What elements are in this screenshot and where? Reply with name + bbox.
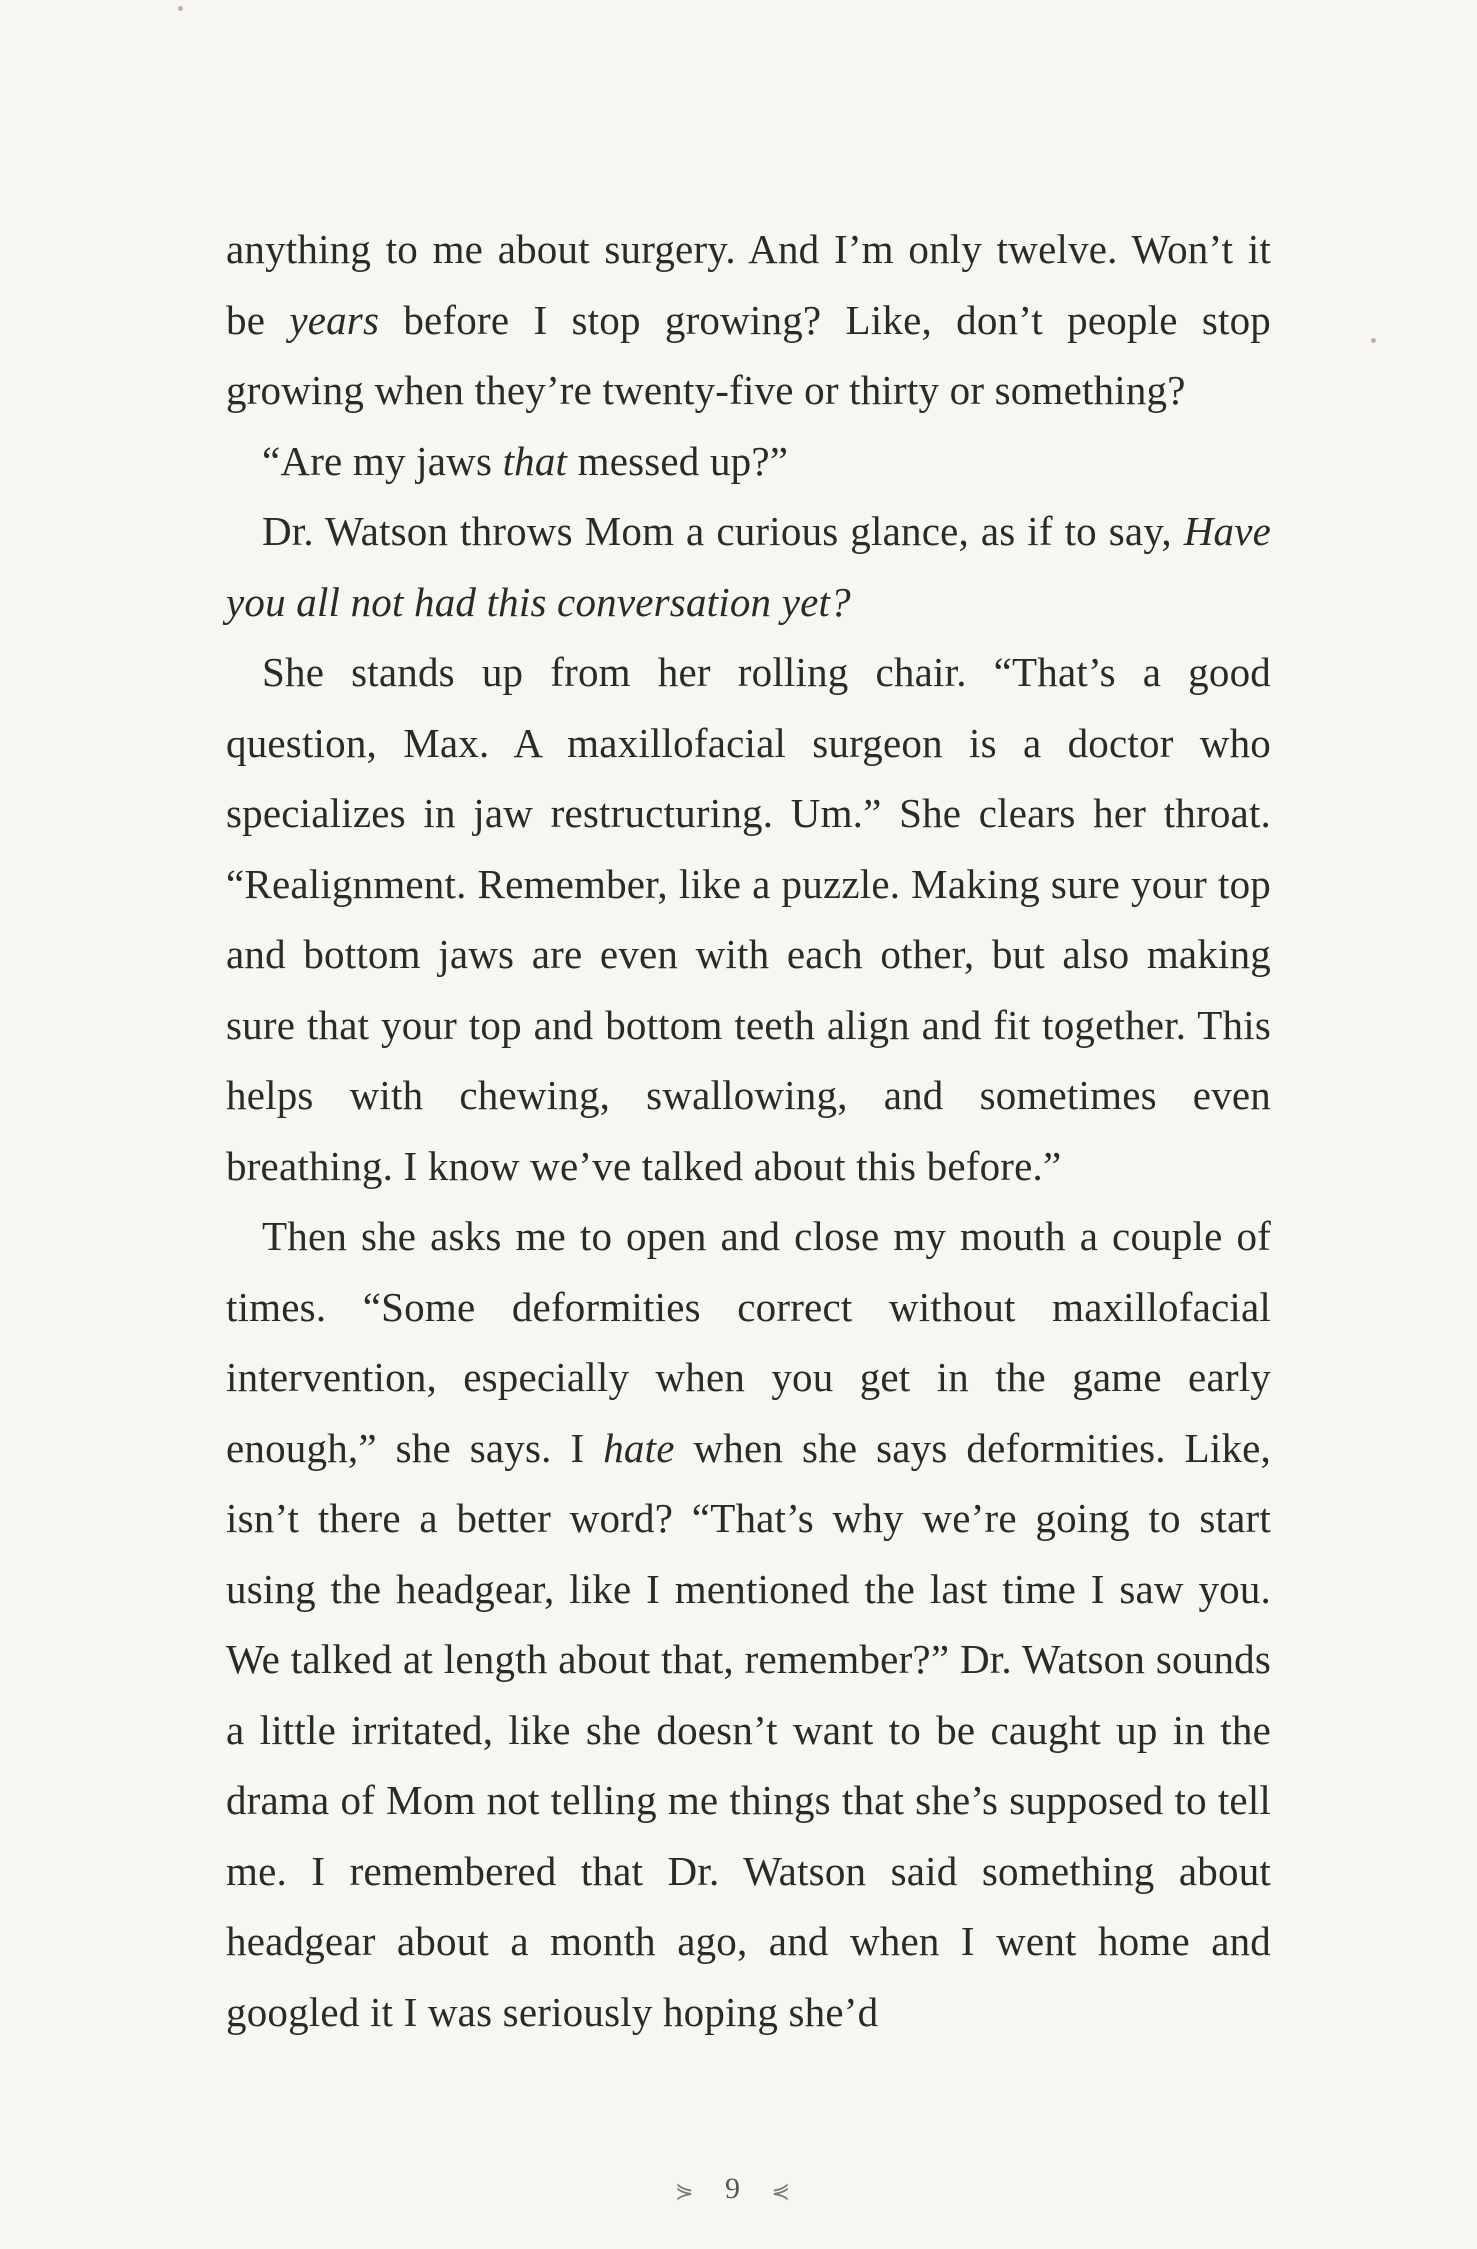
italic-text: years [289, 296, 380, 343]
paper-speck [1371, 338, 1376, 343]
text-run: Then she asks me to open and close my mouth a couple of times. “Some deformities correct without maxillofacial intervention, especially when you get in the game early enough,” she says. I [226, 1213, 1271, 1471]
text-run: “Are my jaws [262, 437, 503, 484]
paragraph [226, 426, 1271, 497]
folio-right-ornament: ⋞ [771, 2178, 802, 2203]
page-folio [0, 2172, 1477, 2206]
page-number: 9 [725, 2172, 752, 2205]
paragraph [226, 1201, 1271, 2047]
body-text [226, 214, 1271, 2047]
folio-left-ornament: ⋟ [675, 2178, 706, 2203]
text-run: when she says deformities. Like, isn’t there a better word? “That’s why we’re going to start using the headgear, like I mentioned the last time I saw you. We talked at length about that, remember?” Dr. Watson sounds a little irritated, like she doesn’t want to be caught up in the drama of Mom not telling me things that she’s supposed to tell me. I remembered that Dr. Watson said something about headgear about a month ago, and when I went home and googled it I was seriously hoping she’d [226, 1424, 1272, 2035]
text-run: Dr. Watson throws Mom a curious glance, as if to say, [262, 508, 1184, 554]
text-run: anything to me about surgery. And I’m only twelve. Won’t it be [226, 226, 1271, 343]
paragraph [226, 637, 1271, 1201]
paragraph [226, 214, 1271, 426]
italic-text: Have you all not had this conversation yet? [226, 508, 1271, 625]
italic-text: hate [603, 1424, 675, 1471]
text-run: before I stop growing? Like, don’t people stop growing when they’re twenty-five or thirty or something? [226, 296, 1271, 413]
text-run: messed up?” [567, 437, 789, 484]
paragraph [226, 496, 1271, 637]
italic-text: that [502, 437, 568, 484]
text-run: She stands up from her rolling chair. “That’s a good question, Max. A maxillofacial surgeon is a doctor who specializes in jaw restructuring. Um.” She clears her throat. “Realignment. Remember, like a puzzle. Making sure your top and bottom jaws are even with each other, but also making sure that your top and bottom teeth align and fit together. This helps with chewing, swallowing, and sometimes even breathing. I know we’ve talked about this before.” [226, 649, 1271, 1189]
paper-speck [178, 6, 183, 11]
